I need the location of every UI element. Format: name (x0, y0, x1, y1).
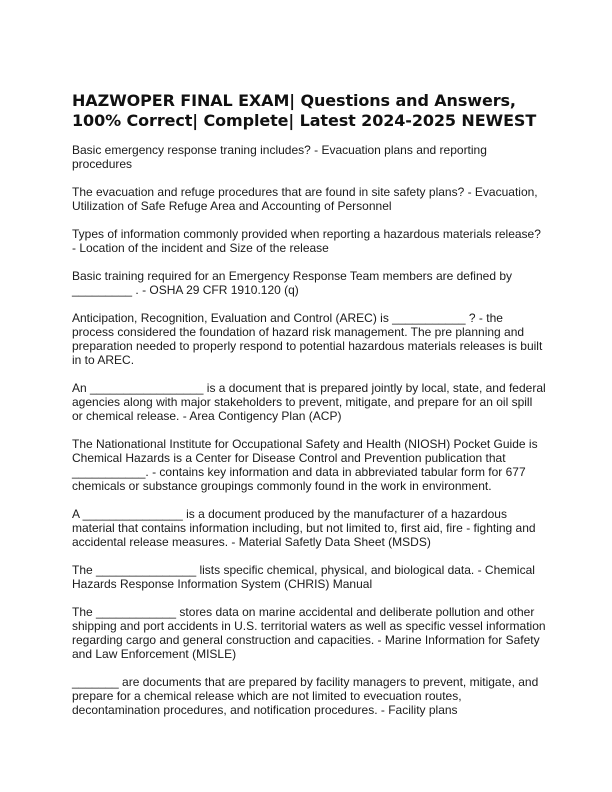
qa-item-8: A _______________ is a document produced by the manufacturer of a hazardous material that contains information including, but not limited to, first aid, fire - fighting and accidental release measures. - Material Safetly Data Sheet (MSDS) (72, 507, 536, 549)
qa-item-6: An _________________ is a document that is prepared jointly by local, state, and federal agencies along with major stakeholders to prevent, mitigate, and prepare for an oil spill or chemical release. - Area Contigency Plan (ACP) (72, 381, 546, 423)
qa-item-4: Basic training required for an Emergency Response Team members are defined by _________ . - OSHA 29 CFR 1910.120 (q) (72, 269, 513, 297)
question-answer-list (72, 143, 546, 731)
qa-item-10: The ____________ stores data on marine accidental and deliberate pollution and other shipping and port accidents in U.S. territorial waters as well as specific vessel information regarding cargo and general construction and capacities. - Marine Information for Safety and Law Enforcement (MISLE) (72, 605, 546, 661)
page-title: HAZWOPER FINAL EXAM| Questions and Answers, 100% Correct| Complete| Latest 2024-2025 NEWEST (72, 91, 537, 130)
qa-item-1: Basic emergency response traning includes? - Evacuation plans and reporting procedures (72, 143, 487, 171)
qa-item-3: Types of information commonly provided when reporting a hazardous materials release? - Location of the incident and Size of the release (72, 227, 541, 255)
qa-item-5: Anticipation, Recognition, Evaluation and Control (AREC) is ___________ ? - the process considered the foundation of hazard risk management. The pre planning and preparation needed to properly respond to potential hazardous materials releases is built in to AREC. (72, 311, 543, 367)
qa-item-9: The _______________ lists specific chemical, physical, and biological data. - Chemical Hazards Response Information System (CHRIS) Manual (72, 563, 535, 591)
qa-item-2: The evacuation and refuge procedures that are found in site safety plans? - Evacuation, Utilization of Safe Refuge Area and Accounting of Personnel (72, 185, 538, 213)
qa-item-11: _______ are documents that are prepared by facility managers to prevent, mitigate, and prepare for a chemical release which are not limited to evecuation routes, decontamination procedures, and notification procedures. - Facility plans (72, 675, 539, 717)
qa-item-7: The Nationational Institute for Occupational Safety and Health (NIOSH) Pocket Guide is Chemical Hazards is a Center for Disease Control and Prevention publication that ___________. - contains key information and data in abbreviated tabular form for 677 chemicals or substance groupings commonly found in the work in environment. (72, 437, 538, 493)
